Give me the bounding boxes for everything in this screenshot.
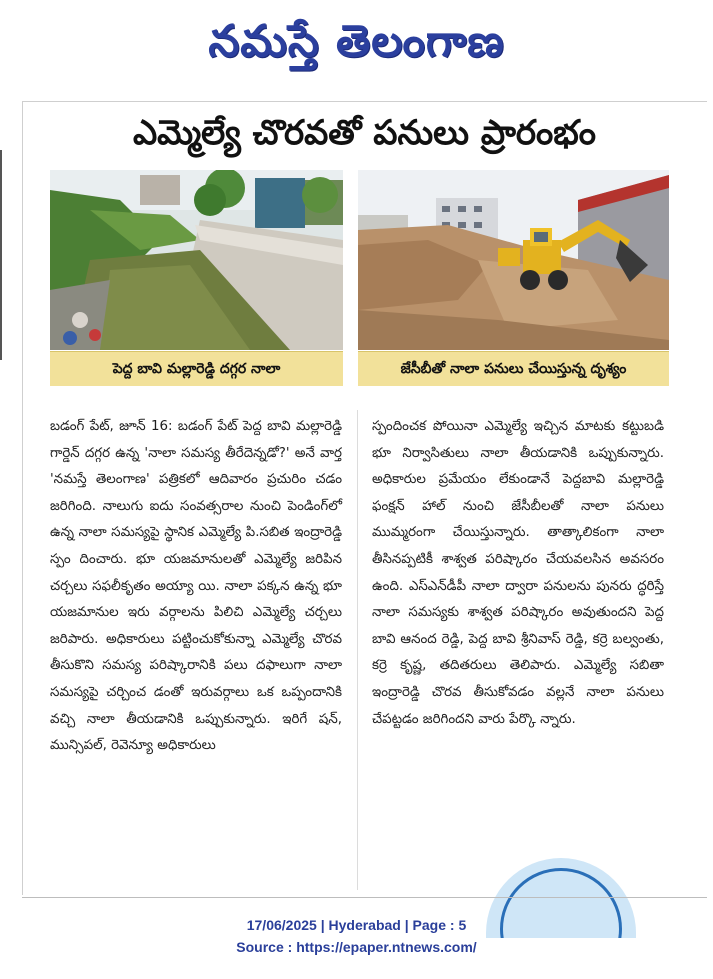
article-headline: ఎమ్మెల్యే చొరవతో పనులు ప్రారంభం (132, 113, 597, 153)
column-divider (357, 410, 358, 890)
article-left-rule (22, 101, 23, 895)
article-paragraph: బడంగ్ పేట్, జూన్ 16: బడంగ్ పేట్ పెద్ద బావి మల్లారెడ్డి గార్డెన్ దగ్గర ఉన్న 'నాలా సమస్య తీరేదెన్నడో?' అనే వార్త 'నమస్తే తెలంగాణ' పత్రికలో ఆదివారం ప్రచురిం చడం జరిగింది. నాలుగు ఐదు సంవత్సరాల నుంచి పెండింగ్‌లో ఉన్న నాలా సమస్యపై స్థానిక ఎమ్మెల్యే పి.సబిత ఇంద్రారెడ్డి స్పం దించారు. భూ యజమానులతో ఎమ్మెల్యే జరిపిన చర్చలు సఫలీకృతం అయ్యా యి. నాలా పక్కన ఉన్న భూ యజమానుల ఇరు వర్గాలను పిలిచి ఎమ్మెల్యే చర్చలు జరిపారు. అధికారులు పట్టించుకోకున్నా ఎమ్మెల్యే చొరవ తీసుకొని సమస్య పరిష్కారానికి పలు దఫాలుగా నాలా సమస్యపై చర్చించ డంతో ఇరువర్గాలు ఒక ఒప్పందానికి వచ్చి నాలా తీయడానికి ఒప్పుకున్నారు. ఇరిగే షన్, మున్సిపల్, రెవెన్యూ అధికారులు (50, 419, 342, 754)
page-edge-strip (0, 150, 2, 360)
article-paragraph: స్పందించక పోయినా ఎమ్మెల్యే ఇచ్చిన మాటకు కట్టుబడి భూ నిర్వాసితులు నాలా తీయడానికి ఒప్పుకున్నారు. అధికారుల ప్రమేయం లేకుండానే పెద్దబావి మల్లారెడ్డి ఫంక్షన్ హాల్ నుంచి జేసీబీలతో నాలా పనులు ముమ్మరంగా చేయిస్తున్నారు. తాత్కాలికంగా నాలా తీసినప్పటికీ శాశ్వత పరిష్కారం చేయవలసిన అవసరం ఉంది. ఎస్ఎన్‌డీపీ నాలా ద్వారా పనులను పునరు ద్ధరిస్తే నాలా సమస్యకు శాశ్వత పరిష్కారం అవుతుందని పెద్ద బావి ఆనంద రెడ్డి, పెద్ద బావి శ్రీనివాస్ రెడ్డి, కర్రె బల్వంతు, కర్రె కృష్ణ, తదితరులు తెలిపారు. ఎమ్మెల్యే సబితా ఇంద్రారెడ్డి చొరవ తీసుకోవడం వల్లనే నాలా పనులు చేపట్టడం జరిగిందని వారు పేర్కొ న్నారు. (372, 419, 664, 727)
footer-divider (22, 897, 707, 898)
footer-source-link[interactable]: Source : https://epaper.ntnews.com/ (236, 939, 477, 955)
photo-jcb-site (358, 170, 669, 350)
article-body-column-left (50, 414, 342, 760)
photo-caption: జేసీబీతో నాలా పనులు చేయిస్తున్న దృశ్యం (358, 351, 669, 386)
masthead-logo: నమస్తే తెలంగాణ (208, 16, 505, 67)
photo-drain (50, 170, 343, 350)
footer-dateline: 17/06/2025 | Hyderabad | Page : 5 (246, 917, 467, 933)
article-top-rule (22, 101, 707, 102)
photo-caption: పెద్ద బావి మల్లారెడ్డి దగ్గర నాలా (50, 351, 343, 386)
article-body-column-right (372, 414, 664, 733)
